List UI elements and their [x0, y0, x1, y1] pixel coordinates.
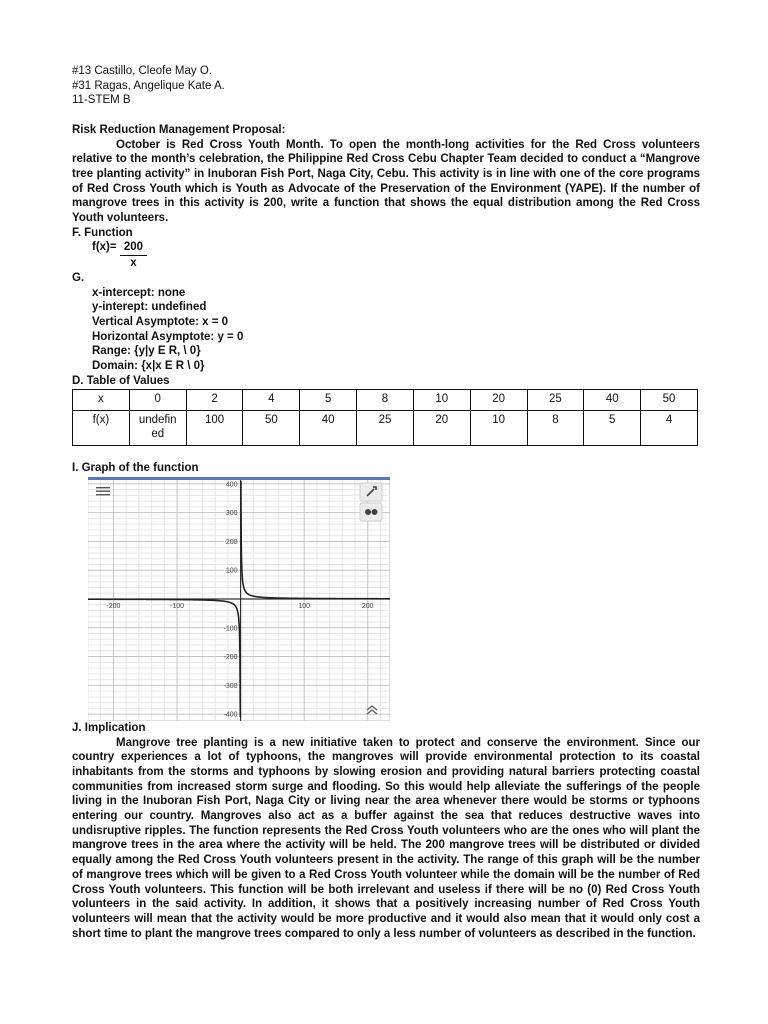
table-cell: 4 — [243, 390, 300, 411]
table-heading: D. Table of Values — [72, 374, 170, 387]
table-cell: 40 — [300, 411, 357, 446]
table-cell: 100 — [186, 411, 243, 446]
author-line-1: #13 Castillo, Cleofe May O. — [72, 65, 212, 77]
y-tick-label: -100 — [223, 625, 238, 633]
table-cell: 50 — [243, 411, 300, 446]
y-tick-label: -400 — [223, 711, 238, 719]
class-section: 11-STEM B — [72, 94, 131, 107]
y-tick-label: 100 — [225, 567, 238, 575]
y-tick-label: 400 — [225, 481, 238, 489]
table-cell: 0 — [129, 390, 186, 411]
table-cell: 5 — [584, 411, 641, 446]
x-tick-label: -200 — [106, 602, 121, 610]
document-page — [72, 64, 700, 941]
table-row-fx — [73, 411, 698, 446]
x-tick-label: 200 — [361, 602, 374, 610]
wrench-icon[interactable] — [360, 483, 382, 501]
table-cell: 8 — [527, 411, 584, 446]
property-range: Range: {y|y E R, \ 0} — [92, 345, 201, 358]
property-domain: Domain: {x|x E R \ 0} — [92, 360, 205, 373]
table-cell: 10 — [470, 411, 527, 446]
function-heading: F. Function — [72, 226, 133, 239]
graph-heading: I. Graph of the function — [72, 462, 199, 475]
y-tick-label: -300 — [223, 682, 238, 690]
table-cell: 10 — [413, 390, 470, 411]
function-graph[interactable] — [88, 477, 390, 721]
function-lhs: f(x)= — [92, 241, 117, 254]
glasses-icon[interactable] — [360, 503, 382, 521]
properties-heading: G. — [72, 271, 85, 284]
property-horizontal-asymptote: Horizontal Asymptote: y = 0 — [92, 330, 244, 343]
table-cell: 4 — [641, 411, 698, 446]
table-cell-x-label: x — [73, 390, 130, 411]
table-cell: 25 — [357, 411, 414, 446]
table-cell: 20 — [470, 390, 527, 411]
properties-list — [72, 286, 700, 374]
table-row-x — [73, 390, 698, 411]
proposal-title: Risk Reduction Management Proposal: — [72, 123, 286, 136]
table-of-values — [72, 389, 698, 446]
table-cell: 20 — [413, 411, 470, 446]
function-expression — [72, 240, 700, 270]
table-cell: 2 — [186, 390, 243, 411]
hamburger-menu-icon[interactable] — [96, 487, 110, 495]
property-vertical-asymptote: Vertical Asymptote: x = 0 — [92, 315, 229, 328]
table-cell: 40 — [584, 390, 641, 411]
table-cell: undefin ed — [129, 411, 186, 446]
y-tick-label: -200 — [223, 653, 238, 661]
graph-container — [72, 477, 374, 721]
property-y-intercept: y-interept: undefined — [92, 301, 207, 314]
y-tick-label: 200 — [225, 538, 238, 546]
function-numerator: 200 — [120, 240, 147, 256]
table-cell: 50 — [641, 390, 698, 411]
implication-heading: J. Implication — [72, 721, 146, 734]
property-x-intercept: x-intercept: none — [92, 286, 186, 299]
x-tick-label: 100 — [298, 602, 311, 610]
table-cell: 5 — [300, 390, 357, 411]
graph-top-bar — [88, 477, 390, 480]
author-line-2: #31 Ragas, Angelique Kate A. — [72, 79, 225, 92]
table-cell: 8 — [357, 390, 414, 411]
y-tick-label: 300 — [225, 510, 238, 518]
implication-paragraph: Mangrove tree planting is a new initiative taken to protect and conserve the environment. Since our country experiences a lot of typhoons, the mangroves will provide environmental protection to its coastal inhabitants from the storms and typhoons by slowing erosion and providing natural barriers protecting coastal communities from increased storm surge and flooding. So this would help alleviate the sufferings of the people living in the Inuboran Fish Port, Naga City or living near the area whenever there would be storms or typhoons entering our country. Mangroves also act as a buffer against the sea that reduces destructive waves into undisruptive ripples. The function represents the Red Cross Youth volunteers who are the ones who will plant the mangrove trees in the area where the activity will be held. The 200 mangrove trees will be distributed or divided equally among the Red Cross Youth volunteers present in the activity. The range of this graph will be the number of mangrove trees which will be given to a Red Cross Youth volunteer while the domain will be the number of Red Cross Youth volunteers. This function will be both irrelevant and useless if there will be no (0) Red Cross Youth volunteers in the said activity. In addition, it shows that a positively increasing number of Red Cross Youth volunteers will mean that the activity would be more productive and it would also mean that it would only cost a short time to plant the mangrove trees compared to only a less number of volunteers as described in the function. — [72, 736, 700, 940]
table-cell: 25 — [527, 390, 584, 411]
function-denominator: x — [130, 257, 137, 270]
x-tick-label: -100 — [170, 602, 185, 610]
function-fraction — [120, 240, 147, 270]
intro-paragraph: October is Red Cross Youth Month. To open the month-long activities for the Red Cross volunteers relative to the month’s celebration, the Philippine Red Cross Cebu Chapter Team decided to conduct a “Mangrove tree planting activity” in Inuboran Fish Port, Naga City, Cebu. This activity is in line with one of the core programs of Red Cross Youth which is Youth as Advocate of the Preservation of the Environment (YAPE). If the number of mangrove trees in this activity is 200, write a function that shows the equal distribution among the Red Cross Youth volunteers. — [72, 138, 700, 225]
table-cell-fx-label: f(x) — [73, 411, 130, 446]
